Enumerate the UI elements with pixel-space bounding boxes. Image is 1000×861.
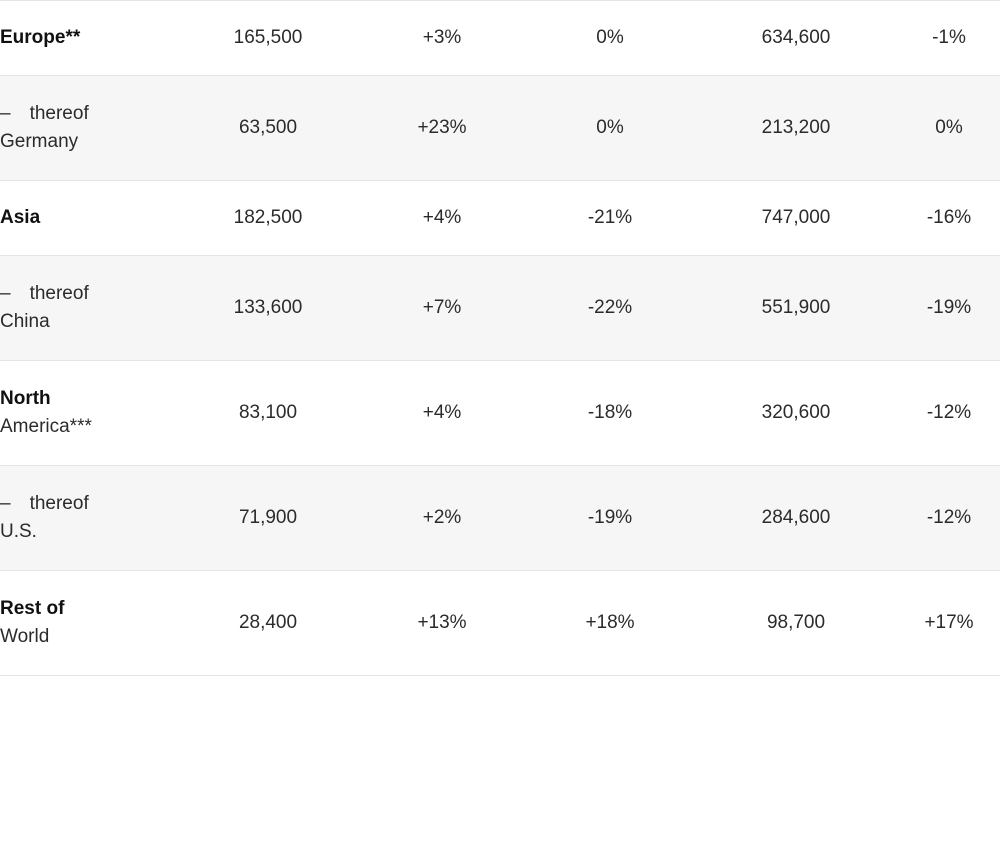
row-label-cell xyxy=(0,256,178,361)
table-cell: 165,500 xyxy=(233,27,303,49)
table-row xyxy=(0,466,1000,571)
table-cell: -21% xyxy=(587,207,633,229)
table-cell: 634,600 xyxy=(761,27,831,49)
table-row xyxy=(0,361,1000,466)
row-label-cell xyxy=(0,181,178,256)
table-cell: -19% xyxy=(587,507,633,529)
table-cell: -18% xyxy=(587,402,633,424)
table-cell: 98,700 xyxy=(766,612,826,634)
table-cell: +2% xyxy=(422,507,462,529)
row-label-main: – thereof xyxy=(0,283,89,305)
row-label-cell xyxy=(0,361,178,466)
table-cell: +3% xyxy=(422,27,462,49)
table-cell: -22% xyxy=(587,297,633,319)
table-cell: -12% xyxy=(926,507,972,529)
table-cell: 63,500 xyxy=(238,117,298,139)
row-label-sub: World xyxy=(0,626,50,647)
table-cell: 551,900 xyxy=(761,297,831,319)
table-cell: 213,200 xyxy=(761,117,831,139)
table-body xyxy=(0,1,1000,676)
row-label-cell xyxy=(0,571,178,676)
table-cell: +4% xyxy=(422,207,462,229)
table-cell: 320,600 xyxy=(761,402,831,424)
table-cell: 182,500 xyxy=(233,207,303,229)
table-cell: 0% xyxy=(596,117,624,139)
table-cell: -19% xyxy=(926,297,972,319)
table-cell: 0% xyxy=(596,27,624,49)
table-cell: 83,100 xyxy=(238,402,298,424)
table-cell: +7% xyxy=(422,297,462,319)
table-cell: -16% xyxy=(926,207,972,229)
table-row xyxy=(0,1,1000,76)
table-row xyxy=(0,76,1000,181)
row-label-main: – thereof xyxy=(0,493,89,515)
row-label-sub: U.S. xyxy=(0,521,37,542)
table-row xyxy=(0,181,1000,256)
row-label-sub: Germany xyxy=(0,131,79,152)
table-cell: 0% xyxy=(935,117,963,139)
table-cell: 28,400 xyxy=(238,612,298,634)
table-cell: +13% xyxy=(417,612,467,634)
table-cell: +4% xyxy=(422,402,462,424)
row-label-cell xyxy=(0,76,178,181)
table-cell: 71,900 xyxy=(238,507,298,529)
row-label-sub: China xyxy=(0,311,50,332)
table-row xyxy=(0,256,1000,361)
table-cell: +23% xyxy=(417,117,467,139)
table-cell: 133,600 xyxy=(233,297,303,319)
table-cell: +17% xyxy=(924,612,974,634)
row-label-main: North xyxy=(0,388,51,410)
table-cell: 284,600 xyxy=(761,507,831,529)
row-label-main: Rest of xyxy=(0,598,65,620)
table-cell: 747,000 xyxy=(761,207,831,229)
row-label-main: Asia xyxy=(0,207,41,229)
table-row xyxy=(0,571,1000,676)
row-label-cell xyxy=(0,1,178,76)
table-cell: -1% xyxy=(932,27,966,49)
row-label-cell xyxy=(0,466,178,571)
row-label-main: Europe** xyxy=(0,27,81,49)
row-label-main: – thereof xyxy=(0,103,89,125)
table-cell: +18% xyxy=(585,612,635,634)
row-label-sub: America*** xyxy=(0,416,92,437)
table-cell: -12% xyxy=(926,402,972,424)
